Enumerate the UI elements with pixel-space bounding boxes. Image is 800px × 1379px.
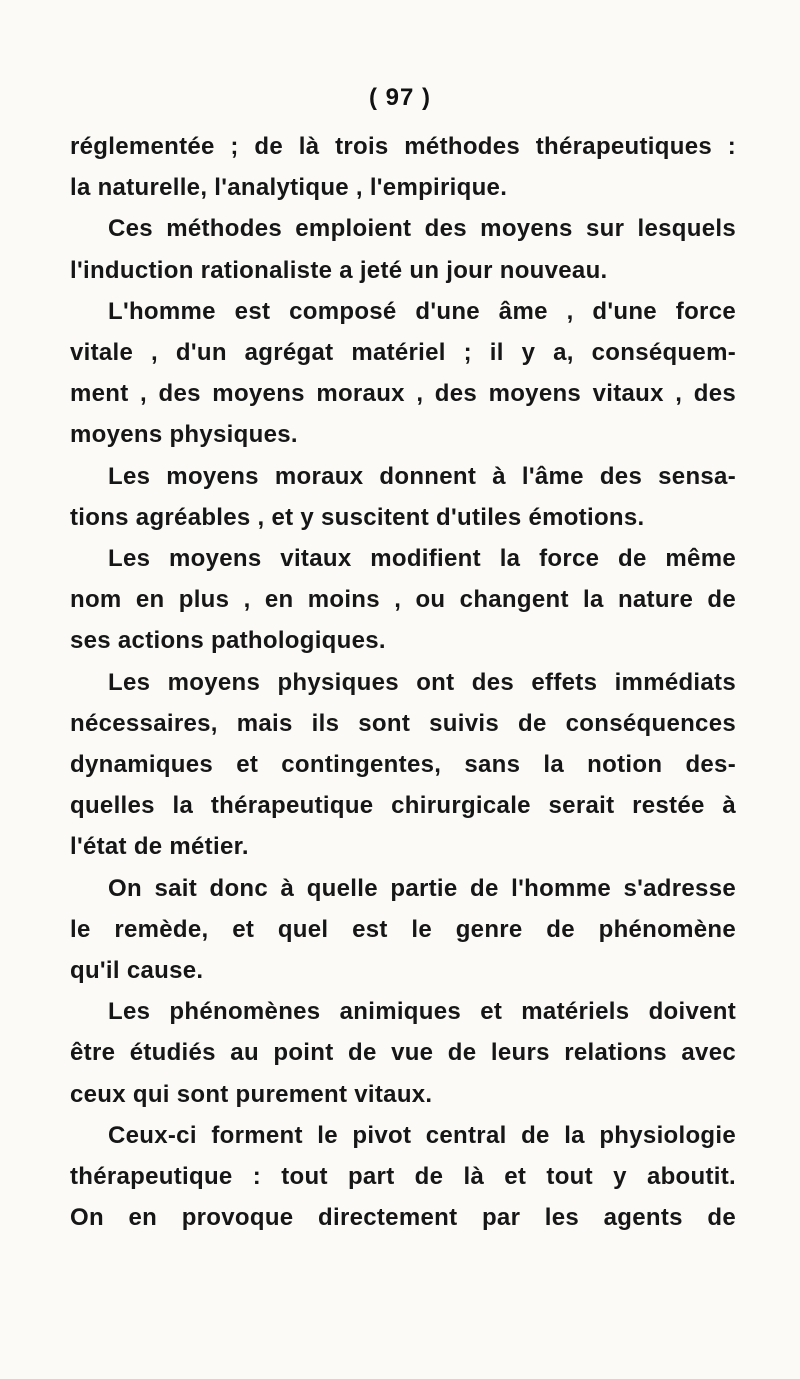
text-line: quelles la thérapeutique chirurgicale serait restée à <box>70 792 736 820</box>
text-line: Les moyens moraux donnent à l'âme des sensa- <box>108 462 736 490</box>
text-line: moyens physiques. <box>70 421 298 449</box>
paragraph <box>70 1115 736 1239</box>
page-number: ( 97 ) <box>368 84 431 111</box>
text-line: la naturelle, l'analytique , l'empirique. <box>70 174 508 202</box>
text-line: être étudiés au point de vue de leurs relations avec <box>70 1039 736 1067</box>
text-line: ceux qui sont purement vitaux. <box>70 1080 433 1108</box>
text-line: tions agréables , et y suscitent d'utiles émotions. <box>70 503 645 531</box>
text-line: nécessaires, mais ils sont suivis de conséquences <box>70 709 736 737</box>
paragraph <box>70 456 736 538</box>
text-line: On sait donc à quelle partie de l'homme s'adresse <box>108 874 736 902</box>
text-line: Les moyens physiques ont des effets immédiats <box>108 668 736 696</box>
text-line: ses actions pathologiques. <box>70 627 386 655</box>
text-line: On en provoque directement par les agents de <box>70 1204 736 1232</box>
text-line: dynamiques et contingentes, sans la notion des- <box>70 751 736 779</box>
text-line: ment , des moyens moraux , des moyens vitaux , des <box>70 380 736 408</box>
paragraph <box>70 538 736 662</box>
text-line: Ces méthodes emploient des moyens sur lesquels <box>108 215 736 243</box>
paragraph <box>70 291 736 456</box>
text-line: qu'il cause. <box>70 957 204 985</box>
text-line: le remède, et quel est le genre de phénomène <box>70 915 736 943</box>
text-line: Ceux-ci forment le pivot central de la physiologie <box>108 1121 736 1149</box>
paragraph <box>70 126 736 208</box>
text-line: nom en plus , en moins , ou changent la nature de <box>70 586 736 614</box>
paragraph <box>70 208 736 290</box>
text-line: réglementée ; de là trois méthodes thérapeutiques : <box>70 133 736 160</box>
text-line: Les moyens vitaux modifient la force de même <box>108 545 736 573</box>
text-line: l'état de métier. <box>70 833 249 861</box>
paragraph <box>70 868 736 992</box>
text-line: Les phénomènes animiques et matériels doivent <box>108 998 736 1026</box>
paragraph <box>70 662 736 868</box>
text-line: L'homme est composé d'une âme , d'une force <box>108 297 736 325</box>
text-line: vitale , d'un agrégat matériel ; il y a, conséquem- <box>70 339 736 367</box>
text-line: l'induction rationaliste a jeté un jour nouveau. <box>70 256 608 284</box>
body-text <box>70 126 736 1238</box>
paragraph <box>70 991 736 1115</box>
text-line: thérapeutique : tout part de là et tout y aboutit. <box>70 1163 736 1191</box>
